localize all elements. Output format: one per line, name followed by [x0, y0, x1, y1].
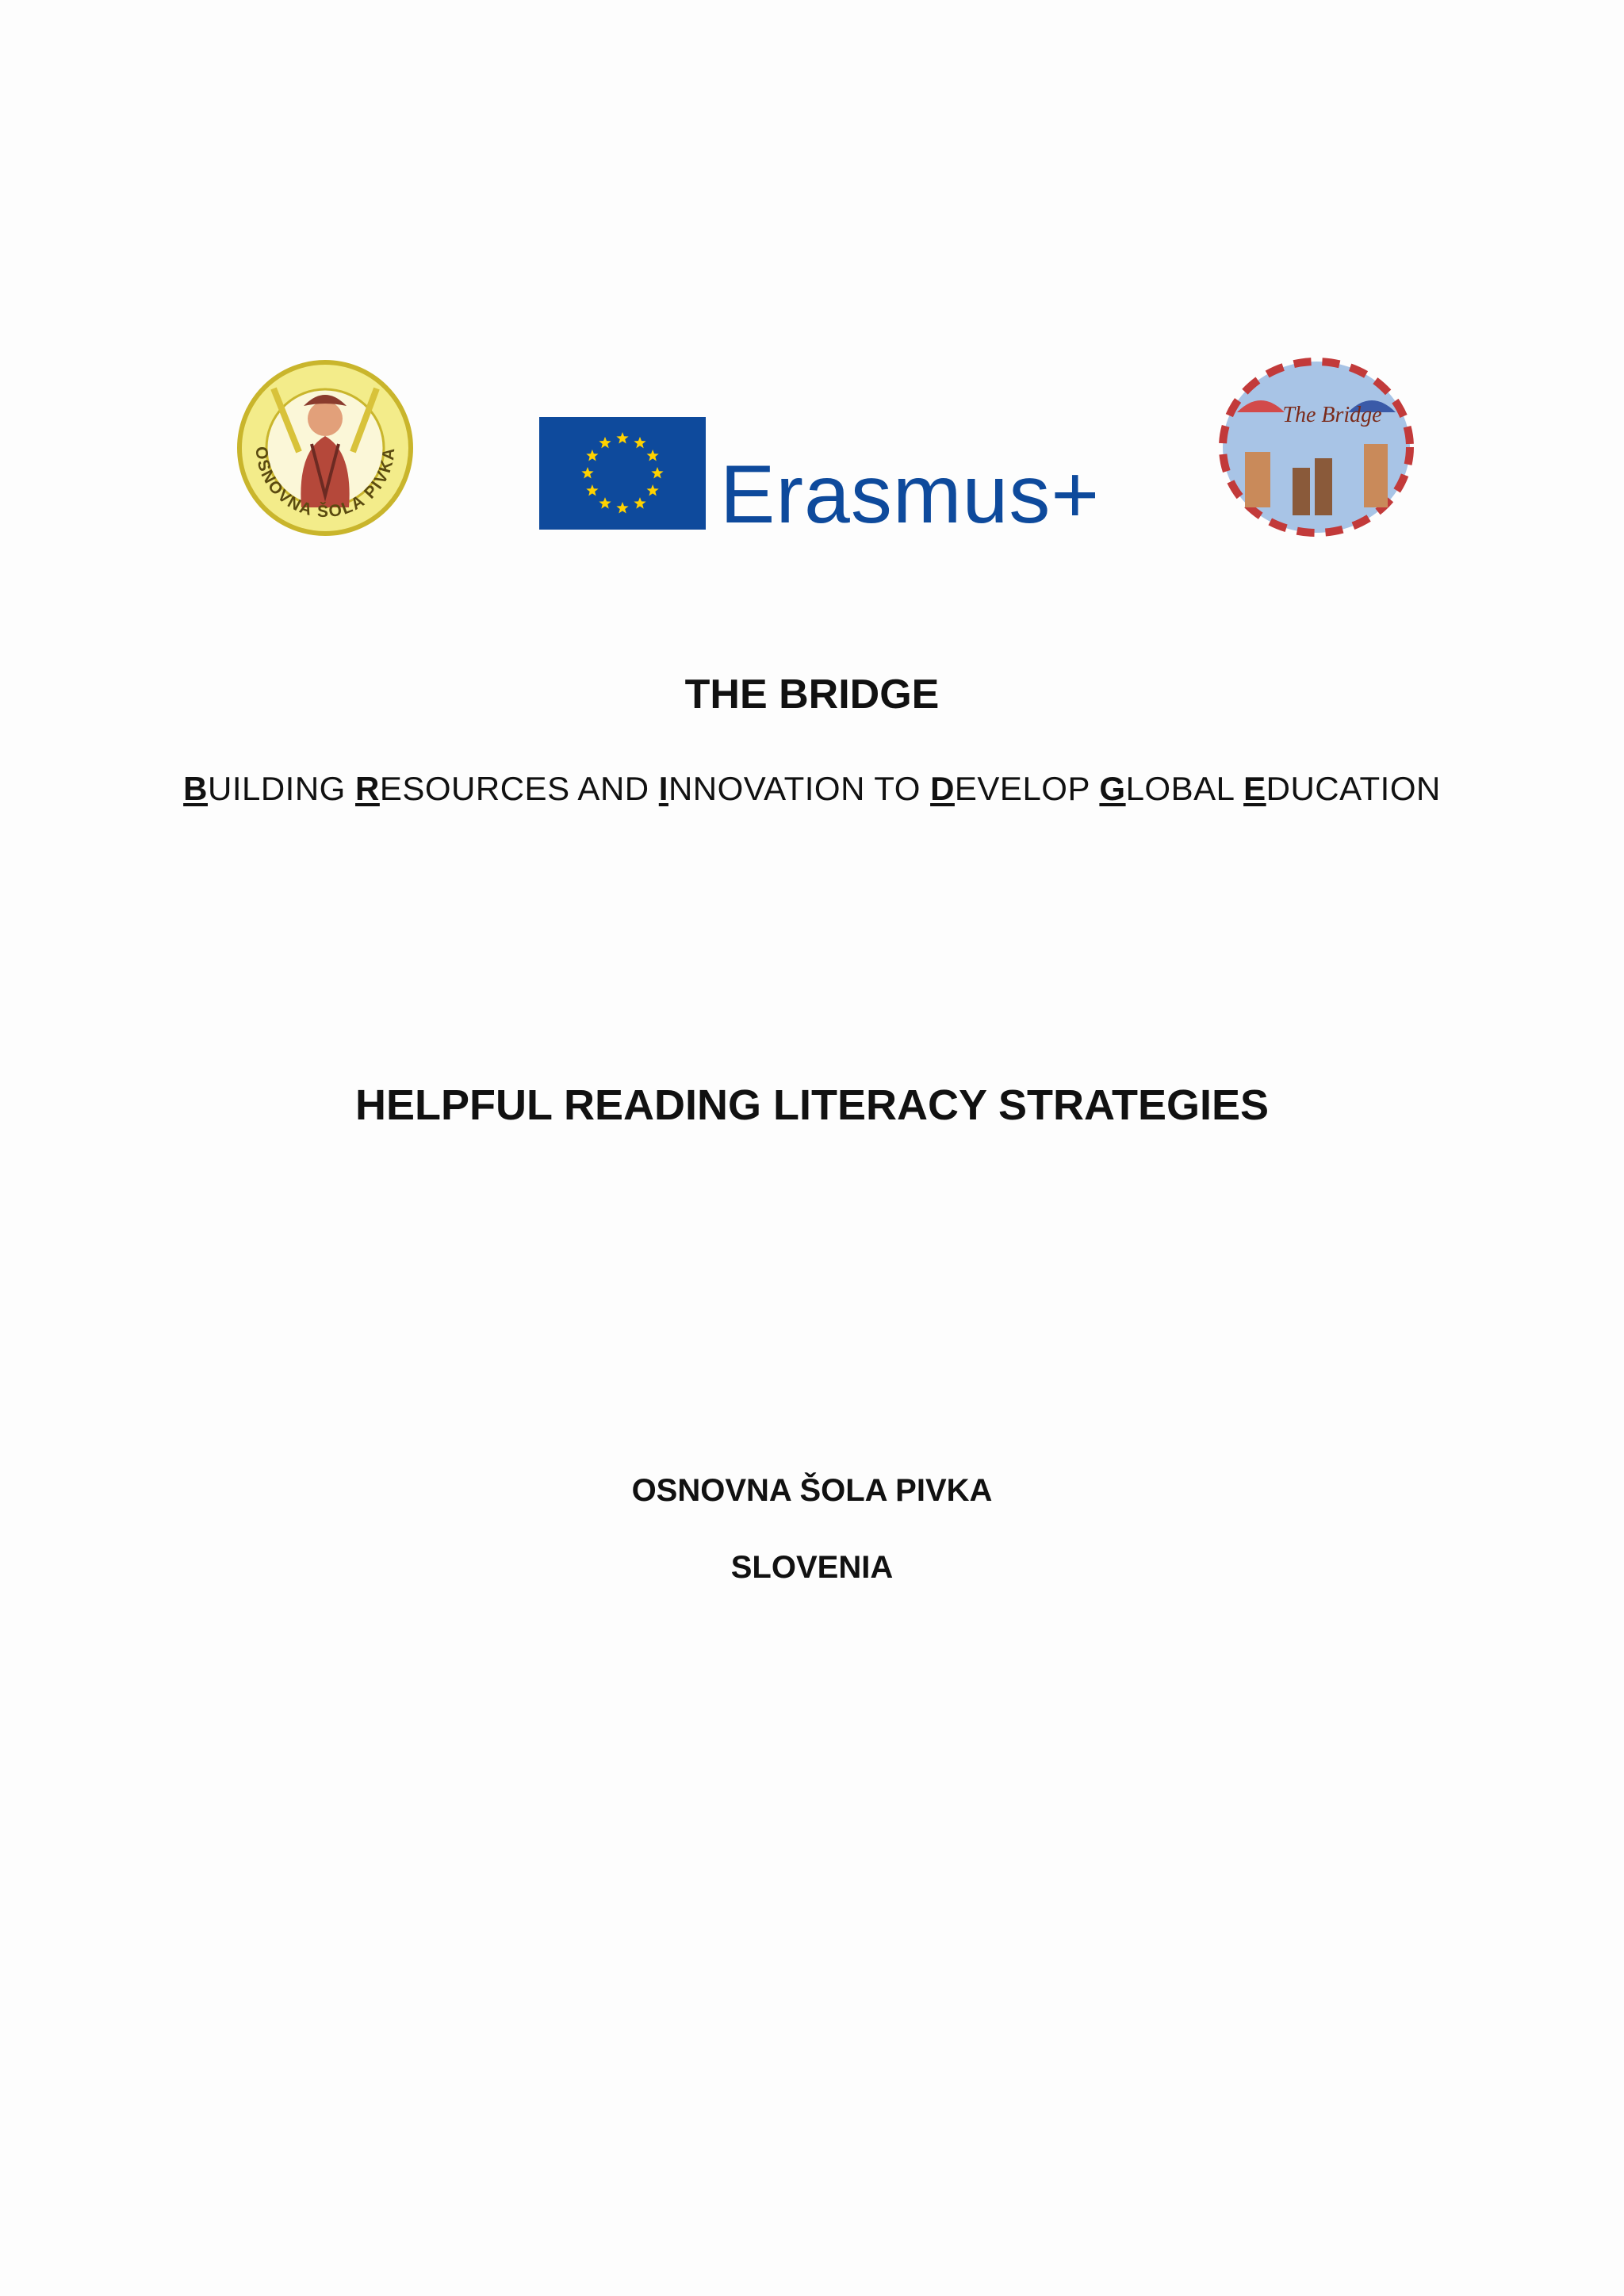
- acronym-initial: E: [1243, 770, 1266, 807]
- acronym-initial: B: [183, 770, 208, 807]
- school-seal-logo: [226, 357, 424, 539]
- acronym-initial: I: [658, 770, 668, 807]
- acronym-word: [930, 770, 1090, 807]
- acronym-expansion: [0, 769, 1624, 809]
- the-bridge-badge-logo: [1213, 357, 1419, 538]
- school-name: OSNOVNA ŠOLA PIVKA: [631, 1473, 993, 1508]
- acronym-rest: UILDING: [207, 770, 346, 807]
- eu-flag-logo: [539, 417, 706, 530]
- document-title: HELPFUL READING LITERACY STRATEGIES: [354, 1081, 1270, 1129]
- acronym-rest: EVELOP: [954, 770, 1090, 807]
- acronym-word: [1099, 770, 1234, 807]
- badge-text: The Bridge: [1282, 403, 1382, 427]
- country-name: SLOVENIA: [730, 1550, 894, 1585]
- acronym-word: [355, 770, 649, 807]
- project-title: THE BRIDGE: [684, 672, 940, 718]
- erasmus-plus-wordmark: Erasmus+: [720, 449, 1101, 541]
- acronym-rest: DUCATION: [1266, 770, 1441, 807]
- acronym-initial: D: [930, 770, 955, 807]
- acronym-initial: R: [355, 770, 380, 807]
- acronym-rest: ESOURCES AND: [379, 770, 649, 807]
- acronym-word: [1243, 770, 1441, 807]
- acronym-rest: LOBAL: [1125, 770, 1234, 807]
- acronym-rest: NNOVATION TO: [668, 770, 921, 807]
- acronym-initial: G: [1099, 770, 1126, 807]
- acronym-word: [659, 770, 921, 807]
- seal-ring-text: OSNOVNA ŠOLA PIVKA: [251, 446, 399, 522]
- acronym-word: [183, 770, 346, 807]
